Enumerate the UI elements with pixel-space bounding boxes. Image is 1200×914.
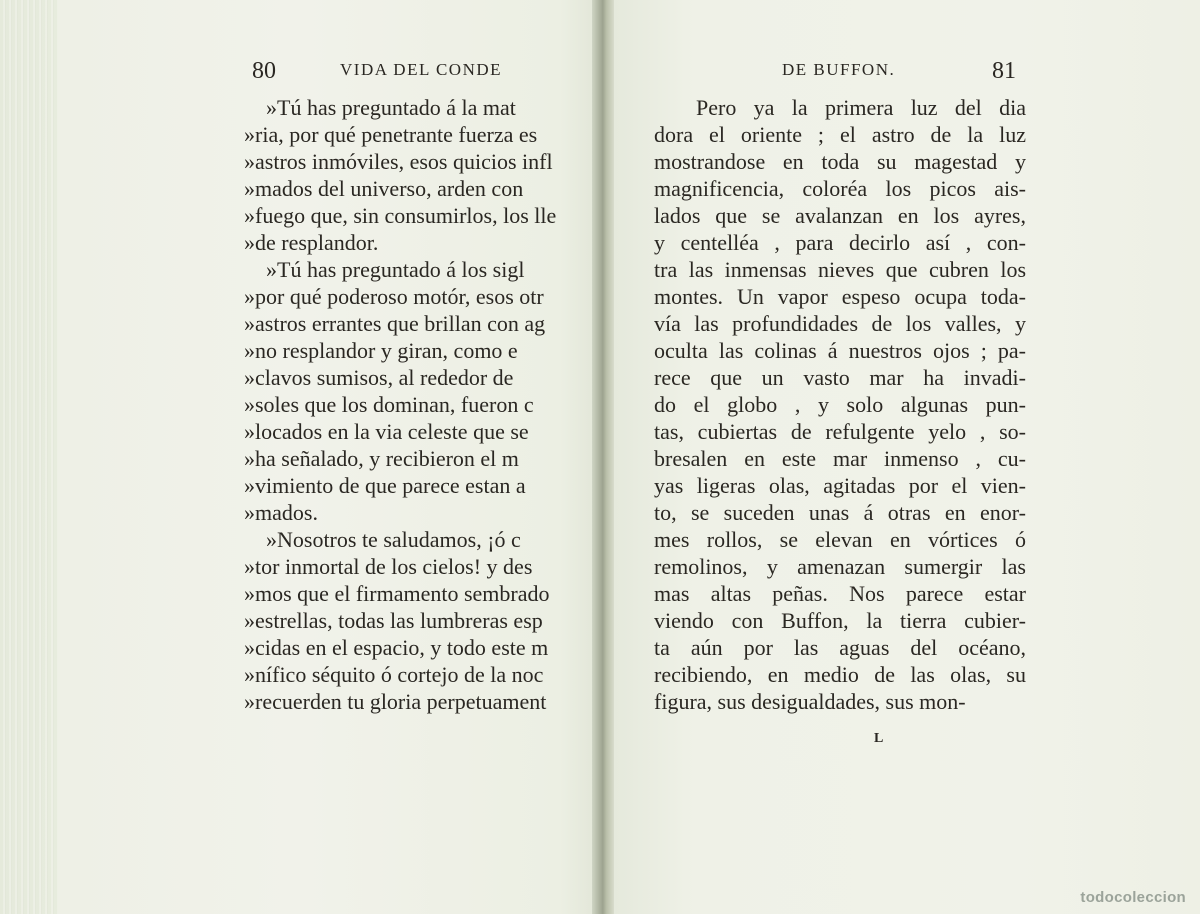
text-line: tra las inmensas nieves que cubren los <box>654 257 1026 282</box>
right-text-block <box>654 94 1026 715</box>
text-line: yas ligeras olas, agitadas por el vien- <box>654 473 1026 498</box>
text-line: »mos que el firmamento sembrado <box>244 581 550 606</box>
text-line: y centelléa , para decirlo así , con- <box>654 230 1026 255</box>
text-line: »nífico séquito ó cortejo de la noc <box>244 662 544 687</box>
text-line: »no resplandor y giran, como e <box>244 338 518 363</box>
text-line: »cidas en el espacio, y todo este m <box>244 635 549 660</box>
text-line: do el globo , y solo algunas pun- <box>654 392 1026 417</box>
text-line: viendo con Buffon, la tierra cubier- <box>654 608 1026 633</box>
left-running-head: VIDA DEL CONDE <box>340 60 503 79</box>
text-line: oculta las colinas á nuestros ojos ; pa- <box>654 338 1026 363</box>
right-running-head: DE BUFFON. <box>782 60 896 79</box>
text-line: »mados. <box>244 500 318 525</box>
text-line: »recuerden tu gloria perpetuament <box>244 689 547 714</box>
text-line: vía las profundidades de los valles, y <box>654 311 1026 336</box>
text-line: »estrellas, todas las lumbreras esp <box>244 608 543 633</box>
left-text-block <box>244 94 556 715</box>
text-line: bresalen en este mar inmenso , cu- <box>654 446 1026 471</box>
text-line: »astros errantes que brillan con ag <box>244 311 546 336</box>
text-line: mostrandose en toda su magestad y <box>654 149 1026 174</box>
text-line: tas, cubiertas de refulgente yelo , so- <box>654 419 1026 444</box>
text-line: lados que se avalanzan en los ayres, <box>654 203 1026 228</box>
text-line: »Nosotros te saludamos, ¡ó c <box>266 527 521 552</box>
text-line: »tor inmortal de los cielos! y des <box>244 554 533 579</box>
text-line: recibiendo, en medio de las olas, su <box>654 662 1026 687</box>
left-page <box>0 0 598 914</box>
text-line: dora el oriente ; el astro de la luz <box>654 122 1026 147</box>
text-line: »por qué poderoso motór, esos otr <box>244 284 544 309</box>
text-line: to, se suceden unas á otras en enor- <box>654 500 1026 525</box>
book-gutter <box>592 0 616 914</box>
text-line: remolinos, y amenazan sumergir las <box>654 554 1026 579</box>
text-line: »clavos sumisos, al rededor de <box>244 365 514 390</box>
text-line: »Tú has preguntado á los sigl <box>266 257 525 282</box>
left-page-number: 80 <box>252 58 276 84</box>
text-line: »vimiento de que parece estan a <box>244 473 526 498</box>
text-line: montes. Un vapor espeso ocupa toda- <box>654 284 1026 309</box>
right-page <box>614 0 1200 914</box>
watermark: todocoleccion <box>1080 889 1186 906</box>
text-line: mes rollos, se elevan en vórtices ó <box>654 527 1026 552</box>
text-line: rece que un vasto mar ha invadi- <box>654 365 1026 390</box>
text-line: »locados en la via celeste que se <box>244 419 529 444</box>
text-line: »ha señalado, y recibieron el m <box>244 446 519 471</box>
right-page-number: 81 <box>992 58 1016 84</box>
page-edges <box>0 0 58 914</box>
text-line: mas altas peñas. Nos parece estar <box>654 581 1026 606</box>
text-line: magnificencia, coloréa los picos ais- <box>654 176 1026 201</box>
signature-mark: L <box>874 731 885 746</box>
text-line: »soles que los dominan, fueron c <box>244 392 534 417</box>
text-line: »fuego que, sin consumirlos, los lle <box>244 203 557 228</box>
text-line: »ria, por qué penetrante fuerza es <box>244 122 538 147</box>
text-line: Pero ya la primera luz del dia <box>696 95 1026 120</box>
text-line: »astros inmóviles, esos quicios infl <box>244 149 553 174</box>
text-line: »mados del universo, arden con <box>244 176 524 201</box>
text-line: figura, sus desigualdades, sus mon- <box>654 689 966 714</box>
text-line: »de resplandor. <box>244 230 379 255</box>
text-line: »Tú has preguntado á la mat <box>266 95 516 120</box>
text-line: ta aún por las aguas del océano, <box>654 635 1026 660</box>
